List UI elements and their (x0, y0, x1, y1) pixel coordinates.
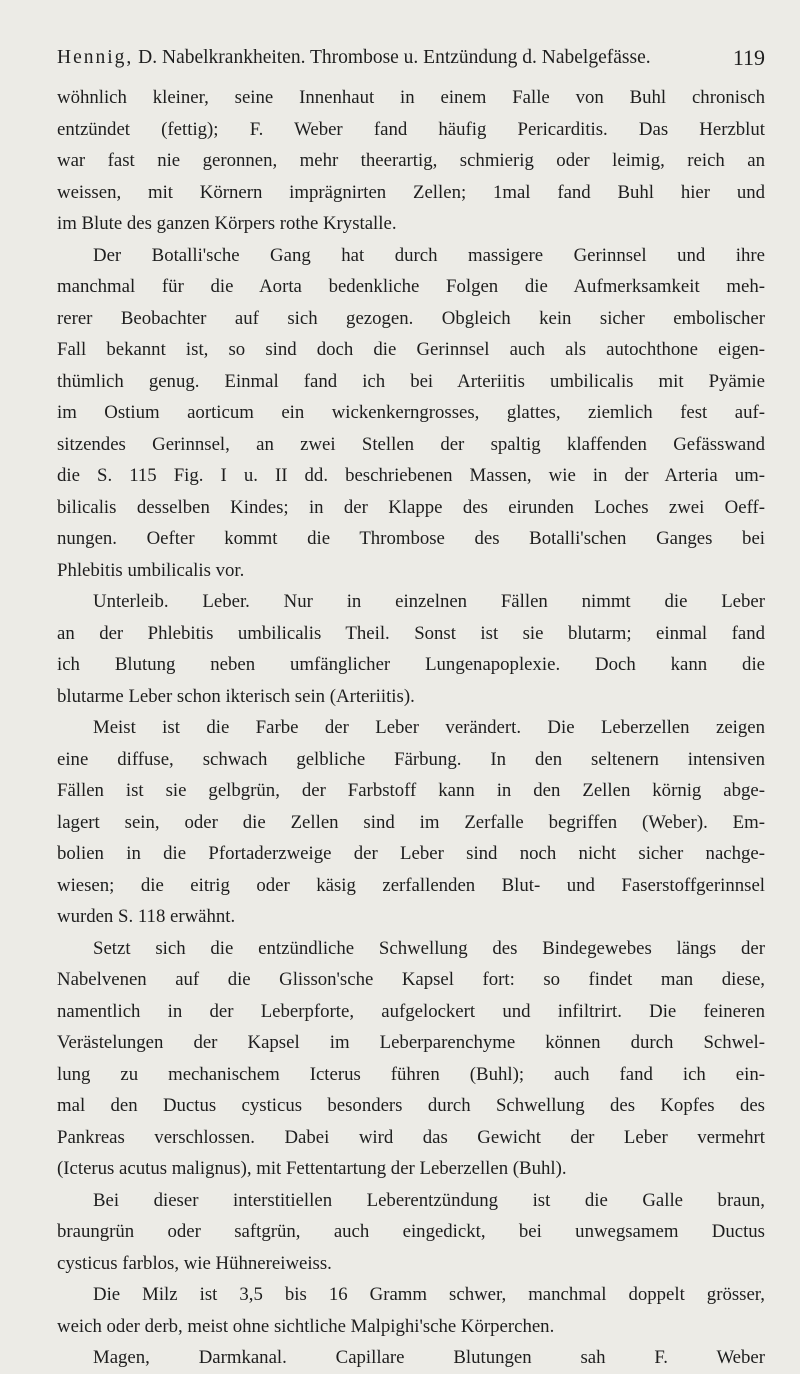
text-line: die S. 115 Fig. I u. II dd. beschriebenen Massen, wie in der Arteria um- (57, 465, 765, 486)
text-line: im Ostium aorticum ein wickenkerngrosses, glattes, ziemlich fest auf- (57, 402, 765, 423)
running-head-author: Hennig, (57, 47, 134, 68)
text-line: war fast nie geronnen, mehr theerartig, schmierig oder leimig, reich an (57, 150, 765, 171)
text-line: thümlich genug. Einmal fand ich bei Arteriitis umbilicalis mit Pyämie (57, 370, 765, 392)
text-line: entzündet (fettig); F. Weber fand häufig Pericarditis. Das Herzblut (57, 118, 765, 140)
text-line: manchmal für die Aorta bedenkliche Folgen die Aufmerksamkeit meh- (57, 276, 765, 297)
text-line: wurden S. 118 erwähnt. (57, 906, 236, 927)
text-line: Bei dieser interstitiellen Leberentzündung ist die Galle braun, (93, 1189, 765, 1211)
text-line: sitzendes Gerinnsel, an zwei Stellen der spaltig klaffenden Gefässwand (57, 433, 765, 455)
running-head-title: D. Nabelkrankheiten. Thrombose u. Entzündung d. Nabelgefässe. (138, 47, 651, 68)
text-line: Setzt sich die entzündliche Schwellung des Bindegewebes längs der (93, 937, 765, 959)
text-line: lagert sein, oder die Zellen sind im Zerfalle begriffen (Weber). Em- (57, 811, 765, 833)
text-line: Verästelungen der Kapsel im Leberparenchyme können durch Schwel- (57, 1032, 765, 1053)
text-line: eine diffuse, schwach gelbliche Färbung. In den seltenern intensiven (57, 748, 765, 770)
text-line: Magen, Darmkanal. Capillare Blutungen sah F. Weber (93, 1347, 765, 1368)
text-line: blutarme Leber schon ikterisch sein (Arteriitis). (57, 685, 415, 707)
text-line: an der Phlebitis umbilicalis Theil. Sonst ist sie blutarm; einmal fand (57, 622, 765, 644)
text-line: Phlebitis umbilicalis vor. (57, 559, 245, 581)
text-line: (Icterus acutus malignus), mit Fettentartung der Leberzellen (Buhl). (57, 1158, 567, 1179)
text-line: weich oder derb, meist ohne sichtliche Malpighi'sche Körperchen. (57, 1315, 555, 1337)
text-line: bilicalis desselben Kindes; in der Klappe des eirunden Loches zwei Oeff- (57, 496, 765, 518)
text-line: ich Blutung neben umfänglicher Lungenapoplexie. Doch kann die (57, 654, 765, 675)
text-line: Nabelvenen auf die Glisson'sche Kapsel fort: so findet man diese, (57, 969, 765, 990)
text-line: weissen, mit Körnern imprägnirten Zellen; 1mal fand Buhl hier und (57, 181, 765, 203)
text-line: Fall bekannt ist, so sind doch die Gerinnsel auch als autochthone eigen- (57, 339, 765, 360)
text-line: braungrün oder saftgrün, auch eingedickt, bei unwegsamem Ductus (57, 1221, 765, 1242)
text-line: wöhnlich kleiner, seine Innenhaut in einem Falle von Buhl chronisch (57, 87, 765, 108)
text-line: bolien in die Pfortaderzweige der Leber sind noch nicht sicher nachge- (57, 843, 765, 864)
text-line: cysticus farblos, wie Hühnereiweiss. (57, 1252, 332, 1274)
body-text (57, 82, 765, 1374)
text-line: Pankreas verschlossen. Dabei wird das Gewicht der Leber vermehrt (57, 1126, 765, 1148)
page-number: 119 (732, 45, 765, 70)
text-line: mal den Ductus cysticus besonders durch Schwellung des Kopfes des (57, 1095, 765, 1116)
text-line: namentlich in der Leberpforte, aufgelockert und infiltrirt. Die feineren (57, 1000, 765, 1022)
text-line: lung zu mechanischem Icterus führen (Buhl); auch fand ich ein- (57, 1063, 765, 1085)
text-line: Meist ist die Farbe der Leber verändert. Die Leberzellen zeigen (93, 717, 765, 738)
text-line: nungen. Oefter kommt die Thrombose des Botalli'schen Ganges bei (57, 528, 765, 549)
text-line: Die Milz ist 3,5 bis 16 Gramm schwer, manchmal doppelt grösser, (93, 1284, 765, 1305)
text-line: Fällen ist sie gelbgrün, der Farbstoff kann in den Zellen körnig abge- (57, 780, 765, 801)
text-line: Unterleib. Leber. Nur in einzelnen Fällen nimmt die Leber (93, 591, 765, 612)
text-line: im Blute des ganzen Körpers rothe Krystalle. (57, 213, 397, 234)
running-head (57, 40, 765, 76)
text-line: wiesen; die eitrig oder käsig zerfallenden Blut- und Faserstoffgerinnsel (57, 874, 765, 896)
text-line: Der Botalli'sche Gang hat durch massigere Gerinnsel und ihre (93, 244, 765, 266)
text-line: rerer Beobachter auf sich gezogen. Obgleich kein sicher embolischer (57, 307, 765, 329)
